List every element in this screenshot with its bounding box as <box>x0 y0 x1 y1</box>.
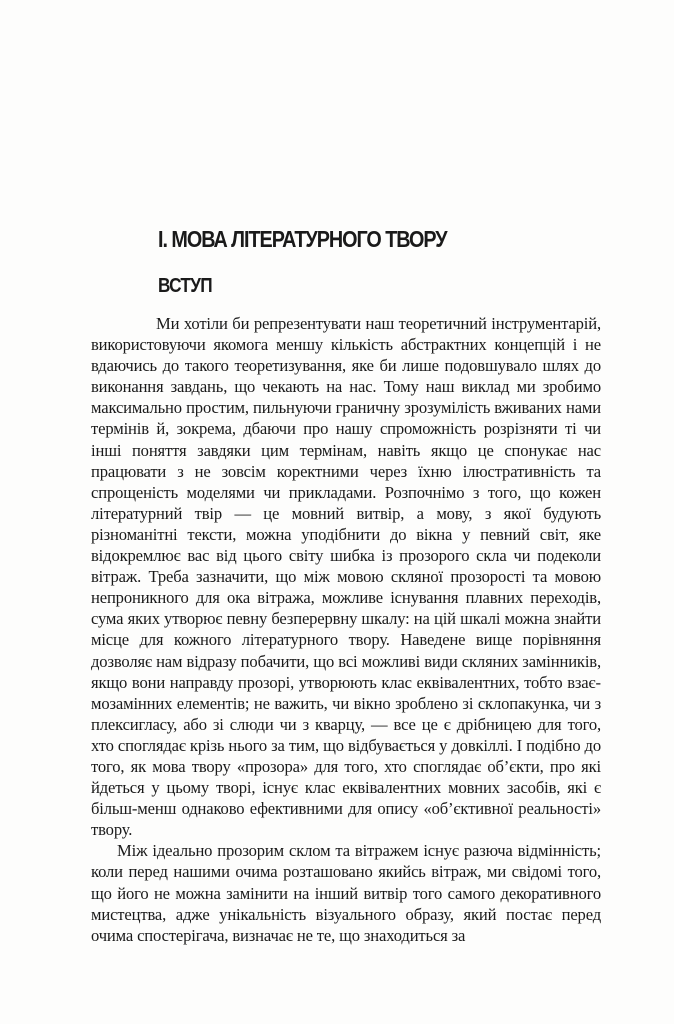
paragraph: Між ідеально прозорим склом та вітражем існує разюча відмінність; коли перед нашими очима розташовано якийсь вітраж, ми свідомі того, що його не можна замінити на інший витвір того самого декоративного мистецтва, адже унікальність візуального образу, який постає перед очима спостерігача, визначає не те, що знаходиться за <box>91 841 601 945</box>
body-text <box>91 313 601 946</box>
paragraph: Ми хотіли би репрезентувати наш теоретичний інструментарій, використовуючи якомога меншу кількість абстрактних концепцій і не вдаючись до такого теоретизування, яке би лише подовшувало шлях до виконання завдань, що чекають на нас. Тому наш виклад ми зробимо максимально простим, пильнуючи граничну зрозумілість вживаних нами термінів й, зокрема, дбаючи про нашу спроможність розрізняти ті чи інші поняття завдяки цим термінам, навіть якщо це спонукає нас працювати з не зовсім коректними через їхню ілюстративність та спрощеність моделями чи прикладами. Розпочнімо з того, що кожен літературний твір — це мовний витвір, а мову, з якої будують різноманітні тексти, можна уподібнити до вікна у певний світ, яке відокремлює вас від цього світу шибка із прозорого скла чи подеколи вітраж. Треба зазначити, що між мовою скляної прозорості та мовою непроникного для ока вітража, можливе існування плавних переходів, сума яких утворює певну безперервну шкалу: на цій шкалі можна знайти місце для кожного літературного твору. Наведене вище порівняння дозволяє нам відразу побачити, що всі можливі види скляних замінників, якщо вони направду прозорі, утворюють клас еквівалентних, тобто взаємозамінних елементів; не важить, чи вікно зроблено зі склопакунка, чи з плексигласу, або зі слюди чи з кварцу, — все це є дрібницею для того, хто споглядає крізь нього за тим, що відбувається у довкіллі. І подібно до того, як мова твору «прозора» для того, хто споглядає об’єкти, про які йдеться у цьому творі, існує клас еквівалентних мовних засобів, які є більш-менш однаково ефективними для опису «об’єктивної реальності» твору. <box>91 314 601 840</box>
section-title: ВСТУП <box>158 275 212 297</box>
chapter-title: І. МОВА ЛІТЕРАТУРНОГО ТВОРУ <box>158 226 447 252</box>
